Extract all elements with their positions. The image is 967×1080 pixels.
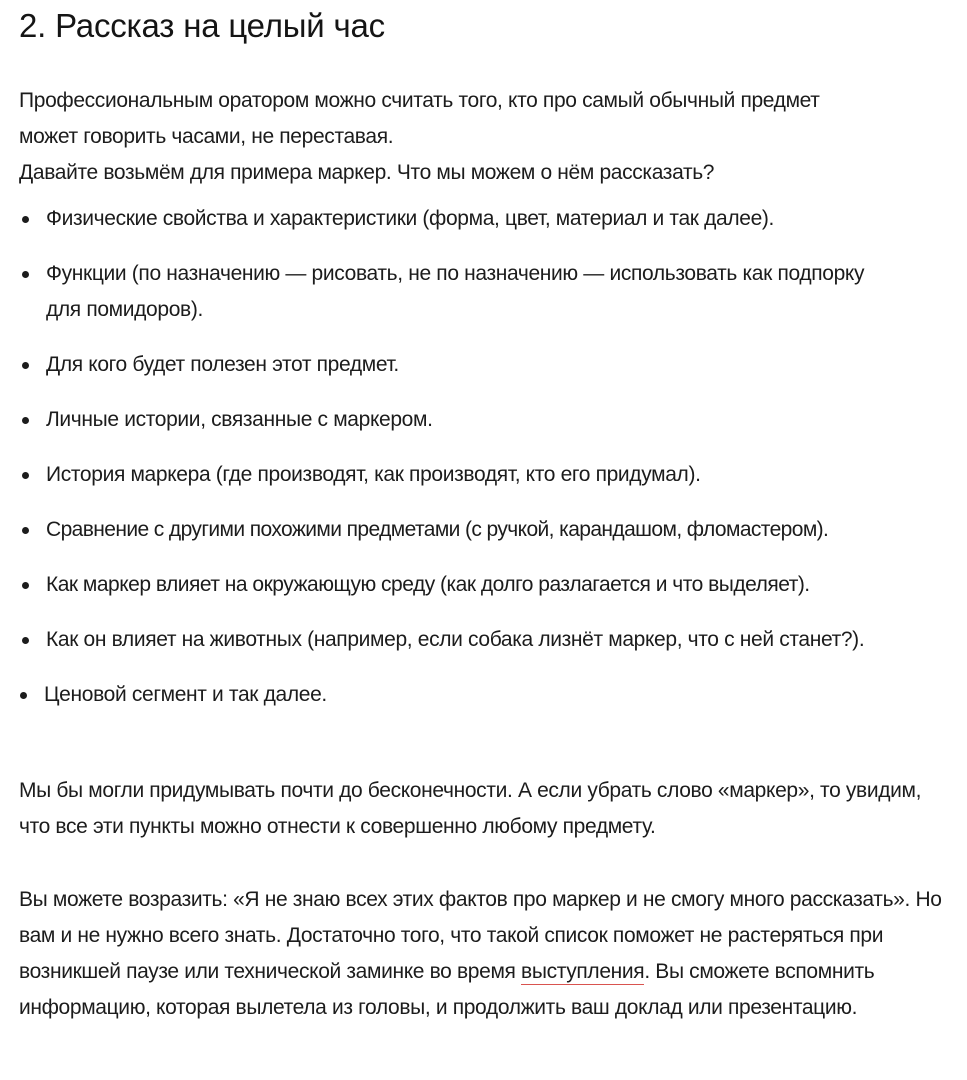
performance-link[interactable]: выступления: [521, 960, 645, 983]
list-item: [19, 201, 959, 237]
intro-line-2: может говорить часами, не переставая.: [19, 125, 394, 148]
list-item: [19, 256, 959, 328]
bullet-icon: [22, 637, 29, 644]
list-item-text: Как маркер влияет на окружающую среду (как долго разлагается и что выделяет).: [46, 573, 810, 596]
bullet-icon: [22, 362, 29, 369]
list-item: [19, 347, 959, 383]
list-item-text: Физические свойства и характеристики (форма, цвет, материал и так далее).: [46, 207, 775, 230]
intro-line-1: Профессиональным оратором можно считать того, кто про самый обычный предмет: [19, 89, 820, 112]
list-item-text: Сравнение с другими похожими предметами (с ручкой, карандашом, фломастером).: [46, 518, 829, 541]
list-item: [19, 677, 959, 713]
paragraph-3-end: . Вы сможете вспомнить информацию, которая вылетела из головы, и продолжить ваш доклад или презентацию.: [19, 960, 875, 1019]
bullet-icon: [22, 582, 29, 589]
intro-block: [19, 83, 954, 191]
list-item-text: Ценовой сегмент и так далее.: [44, 683, 327, 706]
section-heading: 2. Рассказ на целый час: [19, 7, 385, 44]
list-item: [19, 567, 959, 603]
bullet-icon: [22, 472, 29, 479]
list-item-text: Личные истории, связанные с маркером.: [46, 408, 433, 431]
bullet-icon: [22, 527, 29, 534]
paragraph-2: Мы бы могли придумывать почти до бесконечности. А если убрать слово «маркер», то увидим, что все эти пункты можно отнести к совершенно любому предмету.: [19, 779, 922, 838]
list-item: [19, 457, 959, 493]
bullet-icon: [22, 271, 29, 278]
paragraph-3: [19, 882, 954, 1026]
list-item-text: История маркера (где производят, как производят, кто его придумал).: [46, 463, 701, 486]
list-item-text: Для кого будет полезен этот предмет.: [46, 353, 399, 376]
bullet-icon: [22, 216, 29, 223]
bullet-icon: [22, 417, 29, 424]
list-item: [19, 402, 959, 438]
bullet-list: [19, 201, 959, 713]
list-item: [19, 622, 959, 658]
list-item-text: Функции (по назначению — рисовать, не по назначению — использовать как подпорку для помидоров).: [46, 262, 865, 321]
list-item: [19, 512, 959, 548]
bullet-icon: [20, 692, 27, 699]
intro-line-3: Давайте возьмём для примера маркер. Что мы можем о нём рассказать?: [19, 161, 715, 184]
paragraph-3-start: Вы можете возразить: «Я не знаю всех этих фактов про маркер и не смогу много рассказать». Но вам и не нужно всего знать. Достаточно того, что такой список поможет не растеряться при возникшей паузе или технической заминке во время: [19, 888, 942, 983]
list-item-text: Как он влияет на животных (например, если собака лизнёт маркер, что с ней станет?).: [46, 628, 865, 651]
